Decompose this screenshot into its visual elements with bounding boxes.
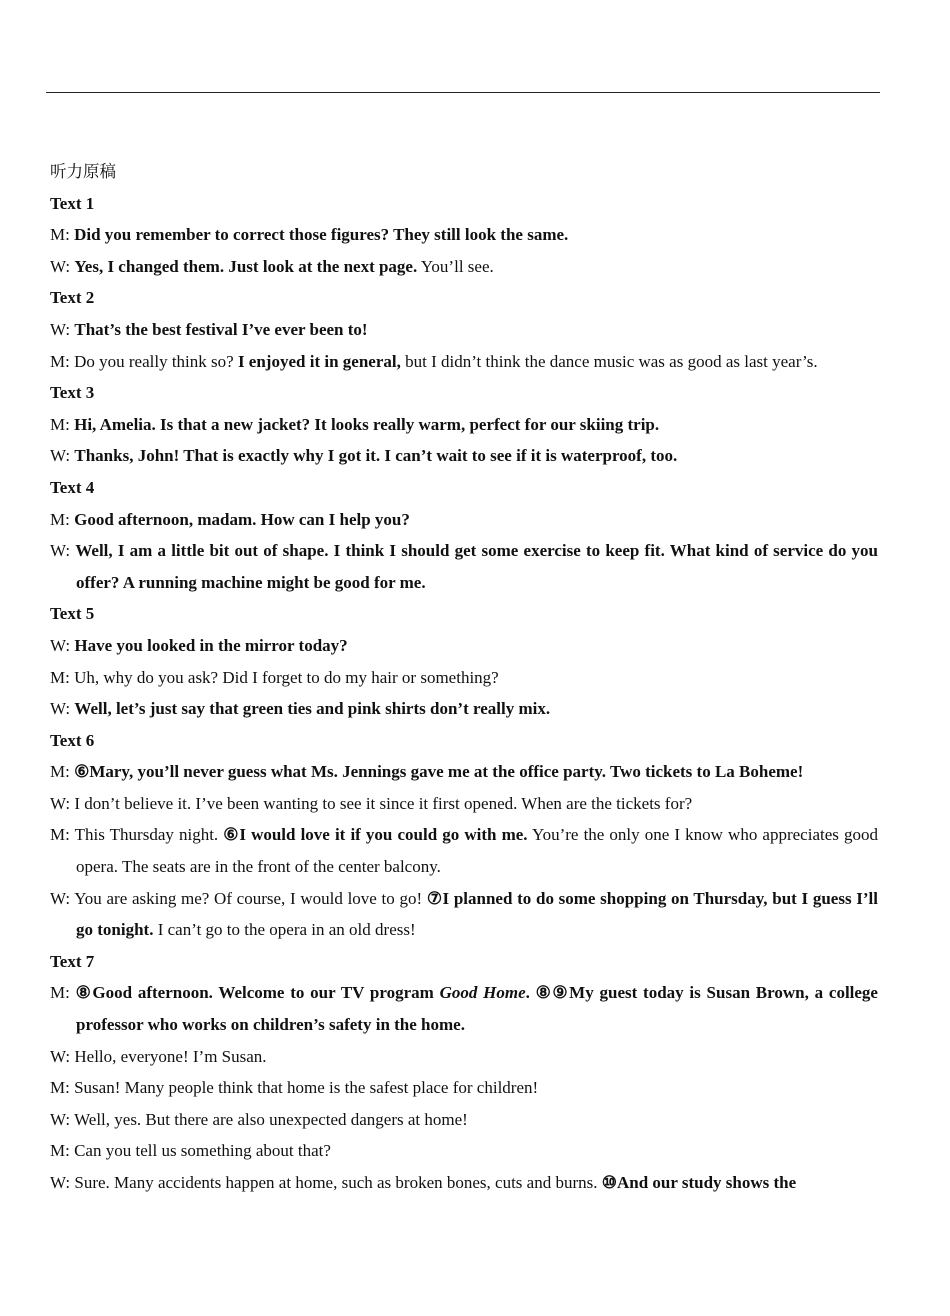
dialogue-line <box>50 756 878 788</box>
speaker-label: M: <box>50 414 70 434</box>
key-sentence: Good Home <box>439 983 526 1003</box>
dialogue-text: You are asking me? Of course, I would love to go! <box>74 888 427 908</box>
dialogue-line <box>50 693 878 725</box>
dialogue-text: You’re the only one I know who appreciates good opera. The seats are in the front of the center balcony. <box>76 825 878 877</box>
speaker-label: M: <box>50 825 70 845</box>
dialogue-line <box>50 1041 878 1073</box>
key-sentence: ⑥I would love it if you could go with me. <box>223 825 528 845</box>
dialogue-line <box>50 1072 878 1104</box>
speaker-label: M: <box>50 762 70 782</box>
dialogue-text: I don’t believe it. I’ve been wanting to see it since it first opened. When are the tickets for? <box>74 793 693 813</box>
dialogue-text: but I didn’t think the dance music was as good as last year’s. <box>400 351 818 371</box>
speaker-label: M: <box>50 351 70 371</box>
dialogue-line <box>50 662 878 694</box>
key-sentence: That’s the best festival I’ve ever been to! <box>74 319 368 339</box>
key-sentence: I enjoyed it in general, <box>237 351 401 371</box>
key-sentence: Did you remember to correct those figures? They still look the same. <box>74 225 569 245</box>
speaker-label: M: <box>50 225 70 245</box>
dialogue-line <box>50 314 878 346</box>
speaker-label: W: <box>50 793 71 813</box>
dialogue-line <box>50 788 878 820</box>
dialogue-line <box>50 1104 878 1136</box>
text-heading: Text 4 <box>50 477 95 497</box>
speaker-label: M: <box>50 1078 70 1098</box>
dialogue-line <box>50 630 878 662</box>
text-heading: Text 1 <box>50 193 95 213</box>
dialogue-line <box>50 251 878 283</box>
text-heading: Text 6 <box>50 730 95 750</box>
dialogue-text: Sure. Many accidents happen at home, such as broken bones, cuts and burns. <box>74 1173 602 1192</box>
text-sections <box>50 188 878 1199</box>
dialogue-text: You’ll see. <box>417 256 494 276</box>
text-heading: Text 2 <box>50 288 95 308</box>
dialogue-line <box>50 440 878 472</box>
speaker-label: W: <box>50 319 71 339</box>
speaker-label: W: <box>50 1173 71 1192</box>
dialogue-text: I can’t go to the opera in an old dress! <box>153 920 416 940</box>
key-sentence: Hi, Amelia. Is that a new jacket? It looks really warm, perfect for our skiing trip. <box>74 414 660 434</box>
speaker-label: W: <box>50 1046 71 1066</box>
dialogue-line <box>50 346 878 378</box>
key-sentence: Thanks, John! That is exactly why I got it. I can’t wait to see if it is waterproof, too. <box>74 446 678 466</box>
key-sentence: Well, I am a little bit out of shape. I think I should get some exercise to keep fit. What kind of service do you offer? A running machine might be good for me. <box>75 541 879 592</box>
speaker-label: M: <box>50 667 70 687</box>
key-sentence: ⑩And our study shows the <box>601 1173 797 1192</box>
dialogue-text: This Thursday night. <box>74 825 224 845</box>
speaker-label: W: <box>50 635 71 655</box>
header-rule <box>46 92 880 93</box>
key-sentence: Well, let’s just say that green ties and pink shirts don’t really mix. <box>74 699 551 719</box>
dialogue-text: Susan! Many people think that home is the safest place for children! <box>74 1078 539 1098</box>
text-heading: Text 7 <box>50 951 95 971</box>
speaker-label: W: <box>50 699 71 719</box>
dialogue-line <box>50 535 878 598</box>
dialogue-text: Uh, why do you ask? Did I forget to do my hair or something? <box>74 667 499 687</box>
speaker-label: M: <box>50 509 70 529</box>
dialogue-line <box>50 409 878 441</box>
key-sentence: . ⑧⑨My guest today is Susan Brown, a college professor who works on children’s safety in the home. <box>76 983 878 1035</box>
key-sentence: Good afternoon, madam. How can I help you? <box>74 509 410 529</box>
key-sentence: Have you looked in the mirror today? <box>74 635 348 655</box>
dialogue-text: Hello, everyone! I’m Susan. <box>74 1046 267 1066</box>
dialogue-text: Do you really think so? <box>74 351 238 371</box>
dialogue-text: Can you tell us something about that? <box>74 1141 331 1161</box>
speaker-label: W: <box>50 888 71 908</box>
key-sentence: Yes, I changed them. Just look at the next page. <box>74 256 418 276</box>
speaker-label: W: <box>50 1109 71 1129</box>
page-title: 听力原稿 <box>50 162 116 181</box>
dialogue-line <box>50 504 878 536</box>
dialogue-line <box>50 1167 878 1199</box>
key-sentence: ⑧Good afternoon. Welcome to our TV program <box>75 983 440 1003</box>
dialogue-line <box>50 219 878 251</box>
key-sentence: ⑦I planned to do some shopping on Thursday, but I guess I’ll go tonight. <box>76 888 878 940</box>
key-sentence: ⑥Mary, you’ll never guess what Ms. Jennings gave me at the office party. Two tickets to La Boheme! <box>74 762 804 782</box>
text-heading: Text 3 <box>50 383 95 403</box>
speaker-label: W: <box>50 541 71 561</box>
text-heading: Text 5 <box>50 604 95 624</box>
speaker-label: W: <box>50 446 71 466</box>
dialogue-line <box>50 1135 878 1167</box>
dialogue-line <box>50 883 878 946</box>
speaker-label: W: <box>50 256 71 276</box>
dialogue-line <box>50 819 878 882</box>
dialogue-text: Well, yes. But there are also unexpected dangers at home! <box>74 1109 468 1129</box>
dialogue-line <box>50 977 878 1040</box>
speaker-label: M: <box>50 1141 70 1161</box>
speaker-label: M: <box>50 983 70 1003</box>
transcript <box>50 156 878 1199</box>
